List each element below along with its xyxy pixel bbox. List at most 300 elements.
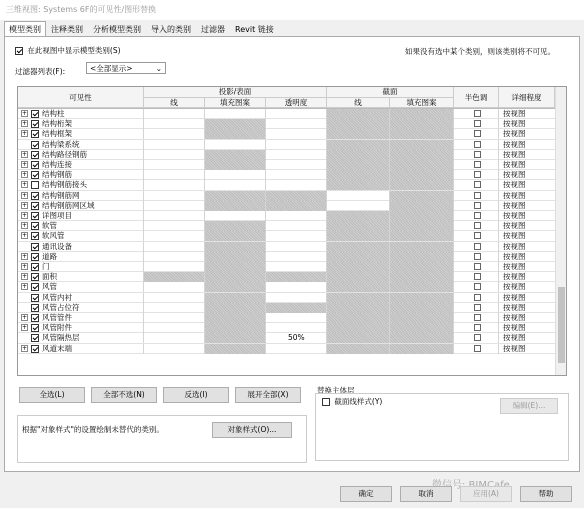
detail-level[interactable]: 按视图 xyxy=(503,139,526,149)
projection-cell[interactable] xyxy=(144,323,205,333)
category-name: 面积 xyxy=(42,272,57,282)
projection-cell[interactable] xyxy=(266,109,327,119)
category-name: 结构钢筋网 xyxy=(42,190,80,200)
category-name: 结构钢筋 xyxy=(42,170,72,180)
projection-cell[interactable] xyxy=(205,231,266,241)
detail-level[interactable]: 按视图 xyxy=(503,109,526,118)
cut-cell[interactable] xyxy=(327,323,390,333)
cut-cell[interactable] xyxy=(327,180,390,190)
visibility-hint: 如果没有选中某个类别，则该类别将不可见。 xyxy=(405,47,555,56)
tab-4[interactable]: 过滤器 xyxy=(201,25,225,34)
cut-cell[interactable] xyxy=(327,170,390,180)
visibility-cell xyxy=(18,303,144,313)
visibility-cell xyxy=(18,180,144,190)
projection-cell[interactable] xyxy=(144,191,205,201)
filter-value: <全部显示> xyxy=(90,64,133,73)
ok-button[interactable]: 确定 xyxy=(340,486,392,502)
tab-bar xyxy=(4,21,279,37)
projection-cell[interactable] xyxy=(144,231,205,241)
cut-cell[interactable] xyxy=(327,252,390,262)
visibility-cell xyxy=(18,323,144,333)
halftone-checkbox[interactable] xyxy=(474,294,481,301)
detail-level[interactable]: 按视图 xyxy=(503,149,526,159)
override-host-group xyxy=(315,393,569,461)
cut-line-style-row[interactable] xyxy=(322,396,382,407)
projection-cell[interactable] xyxy=(205,201,266,211)
category-name: 风管附件 xyxy=(42,323,72,333)
detail-level[interactable]: 按视图 xyxy=(503,190,526,200)
projection-cell[interactable] xyxy=(144,119,205,129)
category-name: 结构桁架 xyxy=(42,119,72,129)
category-name: 门 xyxy=(42,262,50,271)
cut-cell[interactable] xyxy=(390,303,454,313)
expand-icon[interactable]: + xyxy=(22,222,28,230)
table-row[interactable] xyxy=(18,109,555,119)
detail-level[interactable]: 按视图 xyxy=(503,221,526,231)
cut-cell[interactable] xyxy=(390,323,454,333)
projection-cell[interactable] xyxy=(144,303,205,313)
halftone-checkbox[interactable] xyxy=(474,243,481,250)
visibility-cell xyxy=(18,344,144,354)
cut-cell[interactable] xyxy=(327,313,390,323)
projection-cell[interactable] xyxy=(205,333,266,343)
projection-cell[interactable] xyxy=(205,109,266,119)
expand-icon[interactable]: + xyxy=(22,263,28,270)
detail-level[interactable]: 按视图 xyxy=(503,343,526,353)
halftone-checkbox[interactable] xyxy=(474,181,481,188)
visibility-cell xyxy=(18,252,144,262)
detail-level[interactable]: 按视图 xyxy=(503,211,526,220)
expand-icon[interactable]: + xyxy=(22,171,28,179)
projection-cell[interactable] xyxy=(205,344,266,354)
projection-cell[interactable] xyxy=(205,303,266,313)
object-style-note: 根据"对象样式"的设置绘制未替代的类别。 xyxy=(22,425,164,434)
col-cut: 截面 xyxy=(327,87,454,98)
category-name: 软风管 xyxy=(42,231,65,241)
cut-cell[interactable] xyxy=(390,191,454,201)
projection-cell[interactable] xyxy=(205,170,266,180)
table-row[interactable] xyxy=(18,313,555,323)
projection-cell[interactable] xyxy=(144,262,205,272)
table-row[interactable] xyxy=(18,150,555,160)
col-detail-level: 详细程度 xyxy=(499,87,555,108)
projection-cell[interactable] xyxy=(144,272,205,282)
projection-cell[interactable] xyxy=(266,323,327,333)
projection-cell[interactable] xyxy=(144,293,205,303)
projection-cell[interactable] xyxy=(144,201,205,211)
visibility-cell xyxy=(18,129,144,139)
cut-cell[interactable] xyxy=(390,272,454,282)
projection-cell[interactable] xyxy=(144,344,205,354)
cut-cell[interactable] xyxy=(390,109,454,119)
projection-cell[interactable] xyxy=(266,180,327,190)
scrollbar-thumb[interactable] xyxy=(558,287,565,363)
tab-5[interactable]: Revit 链接 xyxy=(235,25,274,34)
expand-icon[interactable]: + xyxy=(22,181,28,189)
override-host-label: 替换主体层 xyxy=(317,386,355,395)
tab-0[interactable]: 模型类别 xyxy=(4,21,46,37)
projection-cell[interactable] xyxy=(266,201,327,211)
halftone-checkbox[interactable] xyxy=(474,171,481,178)
expand-icon[interactable]: + xyxy=(22,201,28,209)
projection-cell[interactable] xyxy=(205,129,266,139)
detail-level[interactable]: 按视图 xyxy=(503,272,526,282)
object-styles-button[interactable]: 对象样式(O)... xyxy=(212,422,292,438)
visibility-cell xyxy=(18,282,144,292)
cut-cell[interactable] xyxy=(327,150,390,160)
detail-level[interactable]: 按视图 xyxy=(503,241,526,251)
cut-cell[interactable] xyxy=(327,272,390,282)
projection-cell[interactable] xyxy=(266,252,327,262)
cut-cell[interactable] xyxy=(327,293,390,303)
projection-cell[interactable] xyxy=(144,129,205,139)
window-title: 三维视图: Systems 6F的可见性/图形替换 xyxy=(0,0,584,20)
projection-cell[interactable] xyxy=(266,344,327,354)
projection-cell[interactable] xyxy=(205,160,266,170)
expand-icon[interactable]: + xyxy=(22,161,28,168)
cut-cell[interactable] xyxy=(390,129,454,139)
halftone-checkbox[interactable] xyxy=(474,253,481,260)
category-name: 结构钢筋接头 xyxy=(42,180,87,190)
projection-cell[interactable] xyxy=(144,252,205,262)
cut-cell[interactable] xyxy=(390,170,454,180)
category-name: 通讯设备 xyxy=(42,241,72,251)
visibility-cell xyxy=(18,160,144,170)
projection-cell[interactable] xyxy=(205,262,266,272)
projection-cell[interactable] xyxy=(205,140,266,150)
visibility-cell xyxy=(18,333,144,343)
select-all-button[interactable]: 全选(L) xyxy=(19,387,85,403)
halftone-checkbox[interactable] xyxy=(474,141,481,148)
visibility-cell xyxy=(18,272,144,282)
table-row[interactable] xyxy=(18,231,555,241)
visibility-cell xyxy=(18,211,144,221)
projection-cell[interactable] xyxy=(144,180,205,190)
apply-button[interactable]: 应用(A) xyxy=(460,486,512,502)
table-row[interactable] xyxy=(18,211,555,221)
cut-line-style-label: 截面线样式(Y) xyxy=(334,397,383,406)
projection-cell[interactable] xyxy=(266,293,327,303)
projection-cell[interactable] xyxy=(144,242,205,252)
object-style-group xyxy=(17,415,307,463)
cut-cell[interactable] xyxy=(327,333,390,343)
halftone-checkbox[interactable] xyxy=(474,345,481,352)
category-name: 风管管件 xyxy=(42,313,72,322)
cut-cell[interactable] xyxy=(327,140,390,150)
cut-cell[interactable] xyxy=(327,221,390,231)
category-name: 风管 xyxy=(42,282,57,292)
col-transparency: 透明度 xyxy=(266,98,327,108)
projection-cell[interactable] xyxy=(266,119,327,129)
chevron-down-icon: ⌄ xyxy=(155,64,162,73)
table-row[interactable] xyxy=(18,303,555,313)
table-row[interactable] xyxy=(18,242,555,252)
halftone-checkbox[interactable] xyxy=(474,110,481,117)
category-name: 结构梁系统 xyxy=(42,139,80,149)
cut-cell[interactable] xyxy=(390,150,454,160)
detail-level[interactable]: 按视图 xyxy=(503,282,526,292)
cut-cell[interactable] xyxy=(327,231,390,241)
visibility-cell xyxy=(18,109,144,119)
halftone-checkbox[interactable] xyxy=(474,212,481,219)
halftone-checkbox[interactable] xyxy=(474,130,481,137)
detail-level[interactable]: 按视图 xyxy=(503,129,526,139)
halftone-checkbox[interactable] xyxy=(474,222,481,229)
projection-cell[interactable] xyxy=(144,221,205,231)
projection-cell[interactable] xyxy=(205,313,266,323)
detail-level[interactable]: 按视图 xyxy=(503,200,526,210)
tab-2[interactable]: 分析模型类别 xyxy=(93,25,141,34)
projection-cell[interactable] xyxy=(144,333,205,343)
halftone-checkbox[interactable] xyxy=(474,304,481,311)
category-name: 详图项目 xyxy=(42,211,72,220)
table-row[interactable] xyxy=(18,129,555,139)
col-cut-line: 线 xyxy=(327,98,390,108)
detail-level[interactable]: 按视图 xyxy=(503,180,526,190)
detail-level[interactable]: 按视图 xyxy=(503,323,526,333)
cut-cell[interactable] xyxy=(327,191,390,201)
projection-cell[interactable] xyxy=(205,180,266,190)
detail-level[interactable]: 按视图 xyxy=(503,302,526,312)
halftone-checkbox[interactable] xyxy=(474,283,481,290)
table-row[interactable] xyxy=(18,262,555,272)
detail-level[interactable]: 按视图 xyxy=(503,262,526,271)
cancel-button[interactable]: 取消 xyxy=(400,486,452,502)
projection-cell[interactable] xyxy=(144,109,205,119)
col-projection: 投影/表面 xyxy=(144,87,327,98)
visibility-cell xyxy=(18,262,144,272)
projection-cell[interactable] xyxy=(266,272,327,282)
projection-cell[interactable] xyxy=(144,140,205,150)
cut-cell[interactable] xyxy=(390,160,454,170)
cut-cell[interactable] xyxy=(327,119,390,129)
detail-level[interactable]: 按视图 xyxy=(503,333,526,343)
projection-cell[interactable] xyxy=(266,262,327,272)
tab-1[interactable]: 注释类别 xyxy=(51,25,83,34)
show-categories-label: 在此视图中显示模型类别(S) xyxy=(27,46,121,55)
cut-cell[interactable] xyxy=(390,140,454,150)
projection-cell[interactable] xyxy=(266,211,327,221)
detail-level[interactable]: 按视图 xyxy=(503,170,526,180)
expand-icon[interactable]: + xyxy=(22,191,28,199)
help-button[interactable]: 帮助 xyxy=(520,486,572,502)
projection-cell[interactable] xyxy=(266,150,327,160)
expand-icon[interactable]: + xyxy=(22,120,28,128)
table-row[interactable] xyxy=(18,344,555,354)
projection-cell[interactable] xyxy=(266,221,327,231)
halftone-checkbox[interactable] xyxy=(474,192,481,199)
category-name: 结构钢筋网区域 xyxy=(42,200,95,210)
cut-cell[interactable] xyxy=(327,160,390,170)
projection-cell[interactable] xyxy=(144,160,205,170)
halftone-checkbox[interactable] xyxy=(474,161,481,168)
projection-cell[interactable] xyxy=(205,221,266,231)
table-row[interactable] xyxy=(18,119,555,129)
projection-cell[interactable] xyxy=(266,140,327,150)
detail-level[interactable]: 按视图 xyxy=(503,160,526,169)
cut-cell[interactable] xyxy=(390,262,454,272)
projection-cell[interactable] xyxy=(266,282,327,292)
cut-cell[interactable] xyxy=(327,242,390,252)
projection-cell[interactable] xyxy=(144,211,205,221)
table-row[interactable] xyxy=(18,272,555,282)
halftone-checkbox[interactable] xyxy=(474,151,481,158)
expand-icon[interactable]: + xyxy=(22,314,28,321)
category-name: 结构连接 xyxy=(42,160,72,169)
expand-icon[interactable]: + xyxy=(22,232,28,240)
cut-cell[interactable] xyxy=(390,313,454,323)
projection-cell[interactable] xyxy=(205,150,266,160)
halftone-checkbox[interactable] xyxy=(474,314,481,321)
visibility-cell xyxy=(18,191,144,201)
category-name: 软管 xyxy=(42,221,57,231)
cut-cell[interactable] xyxy=(390,201,454,211)
table-row[interactable] xyxy=(18,282,555,292)
table-row[interactable] xyxy=(18,201,555,211)
visibility-cell xyxy=(18,231,144,241)
cut-cell[interactable] xyxy=(390,293,454,303)
col-proj-line: 线 xyxy=(144,98,205,108)
col-cut-fill: 填充图案 xyxy=(390,98,454,108)
projection-cell[interactable] xyxy=(266,160,327,170)
projection-cell[interactable] xyxy=(205,242,266,252)
detail-level[interactable]: 按视图 xyxy=(503,251,526,261)
projection-cell[interactable] xyxy=(205,191,266,201)
expand-icon[interactable]: + xyxy=(22,273,28,281)
halftone-checkbox[interactable] xyxy=(474,120,481,127)
cut-cell[interactable] xyxy=(327,211,390,221)
projection-cell[interactable] xyxy=(144,150,205,160)
visibility-cell xyxy=(18,119,144,129)
projection-cell[interactable] xyxy=(144,282,205,292)
projection-cell[interactable] xyxy=(205,282,266,292)
category-name: 结构框架 xyxy=(42,129,72,139)
detail-level[interactable]: 按视图 xyxy=(503,119,526,129)
expand-icon[interactable]: + xyxy=(22,283,28,291)
expand-icon[interactable]: + xyxy=(22,252,28,260)
projection-cell[interactable] xyxy=(266,170,327,180)
cut-cell[interactable] xyxy=(327,129,390,139)
table-header xyxy=(18,87,567,109)
table-row[interactable] xyxy=(18,293,555,303)
category-name: 风管占位符 xyxy=(42,302,80,312)
transparency-value: 50% xyxy=(288,333,305,343)
projection-cell[interactable] xyxy=(205,211,266,221)
expand-all-button[interactable]: 展开全部(X) xyxy=(235,387,301,403)
expand-icon[interactable]: + xyxy=(22,150,28,158)
category-name: 结构柱 xyxy=(42,109,65,118)
projection-cell[interactable] xyxy=(205,323,266,333)
cut-cell[interactable] xyxy=(390,221,454,231)
show-categories-row[interactable] xyxy=(15,45,121,56)
cut-cell[interactable] xyxy=(390,180,454,190)
halftone-checkbox[interactable] xyxy=(474,324,481,331)
category-name: 风管内衬 xyxy=(42,292,72,302)
cut-cell[interactable] xyxy=(390,231,454,241)
table-row[interactable] xyxy=(18,221,555,231)
cut-cell[interactable] xyxy=(390,252,454,262)
halftone-checkbox[interactable] xyxy=(474,232,481,239)
table-row[interactable] xyxy=(18,191,555,201)
projection-cell[interactable] xyxy=(205,119,266,129)
show-categories-checkbox[interactable] xyxy=(15,47,23,55)
table-row[interactable] xyxy=(18,252,555,262)
projection-cell[interactable] xyxy=(205,293,266,303)
table-row[interactable] xyxy=(18,140,555,150)
col-halftone: 半色调 xyxy=(454,87,499,108)
table-row[interactable] xyxy=(18,180,555,190)
model-categories-panel xyxy=(4,36,580,472)
halftone-checkbox[interactable] xyxy=(474,263,481,270)
tab-3[interactable]: 导入的类别 xyxy=(151,25,191,34)
visibility-cell xyxy=(18,313,144,323)
projection-cell[interactable] xyxy=(266,333,327,343)
table-row[interactable] xyxy=(18,160,555,170)
category-name: 结构路径钢筋 xyxy=(42,149,87,159)
cut-line-style-checkbox[interactable] xyxy=(322,398,330,406)
cut-cell[interactable] xyxy=(327,262,390,272)
cut-cell[interactable] xyxy=(327,303,390,313)
expand-icon[interactable]: + xyxy=(22,130,28,138)
projection-cell[interactable] xyxy=(205,252,266,262)
projection-cell[interactable] xyxy=(266,303,327,313)
cut-cell[interactable] xyxy=(390,211,454,221)
cut-cell[interactable] xyxy=(390,282,454,292)
cut-cell[interactable] xyxy=(327,109,390,119)
projection-cell[interactable] xyxy=(266,231,327,241)
detail-level[interactable]: 按视图 xyxy=(503,292,526,302)
cut-cell[interactable] xyxy=(390,242,454,252)
projection-cell[interactable] xyxy=(144,170,205,180)
cut-cell[interactable] xyxy=(390,344,454,354)
expand-icon[interactable]: + xyxy=(22,344,28,352)
visibility-cell xyxy=(18,170,144,180)
halftone-checkbox[interactable] xyxy=(474,273,481,280)
table-row[interactable] xyxy=(18,333,555,343)
projection-cell[interactable] xyxy=(266,191,327,201)
expand-icon[interactable]: + xyxy=(22,324,28,332)
invert-selection-button[interactable]: 反选(I) xyxy=(163,387,229,403)
detail-level[interactable]: 按视图 xyxy=(503,231,526,241)
filter-dropdown[interactable] xyxy=(86,62,166,74)
cut-cell[interactable] xyxy=(390,333,454,343)
projection-cell[interactable] xyxy=(266,313,327,323)
table-row[interactable] xyxy=(18,170,555,180)
cut-cell[interactable] xyxy=(390,119,454,129)
visibility-cell xyxy=(18,150,144,160)
expand-icon[interactable]: + xyxy=(22,110,28,117)
visibility-cell xyxy=(18,242,144,252)
projection-cell[interactable] xyxy=(205,272,266,282)
expand-icon[interactable]: + xyxy=(22,212,28,219)
cut-cell[interactable] xyxy=(327,282,390,292)
halftone-checkbox[interactable] xyxy=(474,202,481,209)
category-name: 道路 xyxy=(42,251,57,261)
halftone-checkbox[interactable] xyxy=(474,334,481,341)
detail-level[interactable]: 按视图 xyxy=(503,313,526,322)
visibility-cell xyxy=(18,293,144,303)
projection-cell[interactable] xyxy=(144,313,205,323)
cut-cell[interactable] xyxy=(327,344,390,354)
table-row[interactable] xyxy=(18,323,555,333)
projection-cell[interactable] xyxy=(266,242,327,252)
select-none-button[interactable]: 全部不选(N) xyxy=(91,387,157,403)
visibility-cell xyxy=(18,201,144,211)
category-name: 风道末端 xyxy=(42,343,72,353)
cut-cell[interactable] xyxy=(327,201,390,211)
projection-cell[interactable] xyxy=(266,129,327,139)
edit-button[interactable]: 编辑(E)... xyxy=(500,398,558,414)
